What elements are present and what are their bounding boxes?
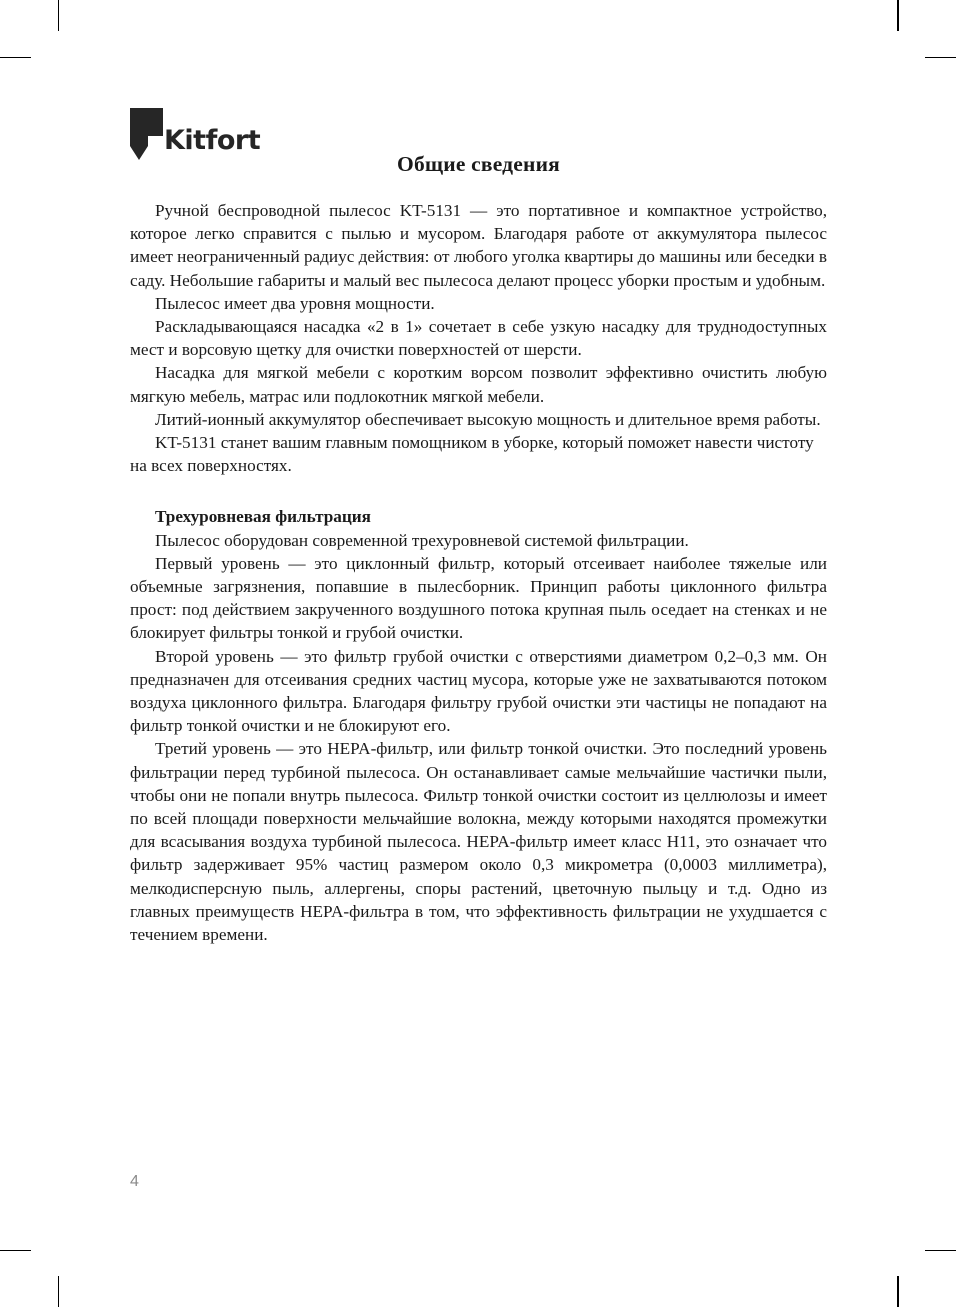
page-title: Общие сведения [397, 152, 560, 176]
crop-mark-bottom-right-horizontal [925, 1250, 956, 1252]
document-body [130, 199, 827, 946]
paragraph: Литий-ионный аккумулятор обеспечивает высокую мощность и длительное время работы. [155, 409, 821, 429]
paragraph: Пылесос имеет два уровня мощности. [155, 293, 435, 313]
crop-mark-top-left-horizontal [0, 57, 31, 59]
paragraph: Ручной беспроводной пылесос KT-5131 — это портативное и компактное устройство, которое легко справится с пылью и мусором. Благодаря работе от аккумулятора пылесос имеет неограниченный радиус действия: от любого уголка квартиры до машины или беседки в саду. Небольшие габариты и малый вес пылесоса делают процесс уборки простым и удобным. [130, 201, 827, 290]
paragraph: KT-5131 станет вашим главным помощником в уборке, который поможет навести чистоту на всех поверхностях. [130, 433, 814, 476]
crop-mark-bottom-left-horizontal [0, 1250, 31, 1252]
paragraph: Пылесос оборудован современной трехуровневой системой фильтрации. [155, 530, 689, 550]
section-spacer [130, 477, 827, 505]
paragraph: Первый уровень — это циклонный фильтр, который отсеивает наиболее тяжелые или объемные загрязнения, попавшие в пылесборник. Принцип работы циклонного фильтра прост: под действием закрученного воздушного потока крупная пыль оседает на стенках и не блокирует фильтры тонкой и грубой очистки. [130, 553, 827, 643]
crop-mark-bottom-left-vertical [58, 1276, 60, 1307]
brand-name: Kitfort [164, 125, 261, 156]
section-heading-filtration: Трехуровневая фильтрация [155, 507, 371, 527]
paragraph: Второй уровень — это фильтр грубой очистки с отверстиями диаметром 0,2–0,3 мм. Он предназначен для отсеивания средних частиц мусора, которые уже не захватываются потоком воздуха циклонного фильтра. Благодаря фильтру грубой очистки эти частицы не попадают на фильтр тонкой очистки и не блокируют его. [130, 646, 827, 736]
crop-mark-top-right-vertical [897, 0, 899, 31]
paragraph: Раскладывающаяся насадка «2 в 1» сочетает в себе узкую насадку для труднодоступных мест и ворсовую щетку для очистки поверхностей от шерсти. [130, 317, 827, 360]
crop-mark-top-right-horizontal [925, 57, 956, 59]
crop-mark-bottom-right-vertical [897, 1276, 899, 1307]
crop-mark-top-left-vertical [58, 0, 60, 31]
paragraph: Третий уровень — это HEPA-фильтр, или фильтр тонкой очистки. Это последний уровень фильтрации перед турбиной пылесоса. Он останавливает самые мельчайшие частички пыли, чтобы они не попали внутрь пылесоса. Фильтр тонкой очистки состоит из целлюлозы и имеет по всей площади поверхности мельчайшие волокна, между которыми находятся промежутки для всасывания воздуха турбиной пылесоса. HEPA-фильтр имеет класс H11, это означает что фильтр задерживает 95% частиц размером около 0,3 микрометра (0,0003 миллиметра), мелкодисперсную пыль, аллергены, споры растений, цветочную пыльцу и т.д. Одно из главных преимуществ HEPA-фильтра в том, что эффективность фильтрации не ухудшается с течением времени. [130, 739, 827, 945]
page-number: 4 [130, 1173, 139, 1190]
paragraph: Насадка для мягкой мебели с коротким ворсом позволит эффективно очистить любую мягкую мебель, матрас или подлокотник мягкой мебели. [130, 363, 827, 406]
document-page [130, 0, 827, 1307]
